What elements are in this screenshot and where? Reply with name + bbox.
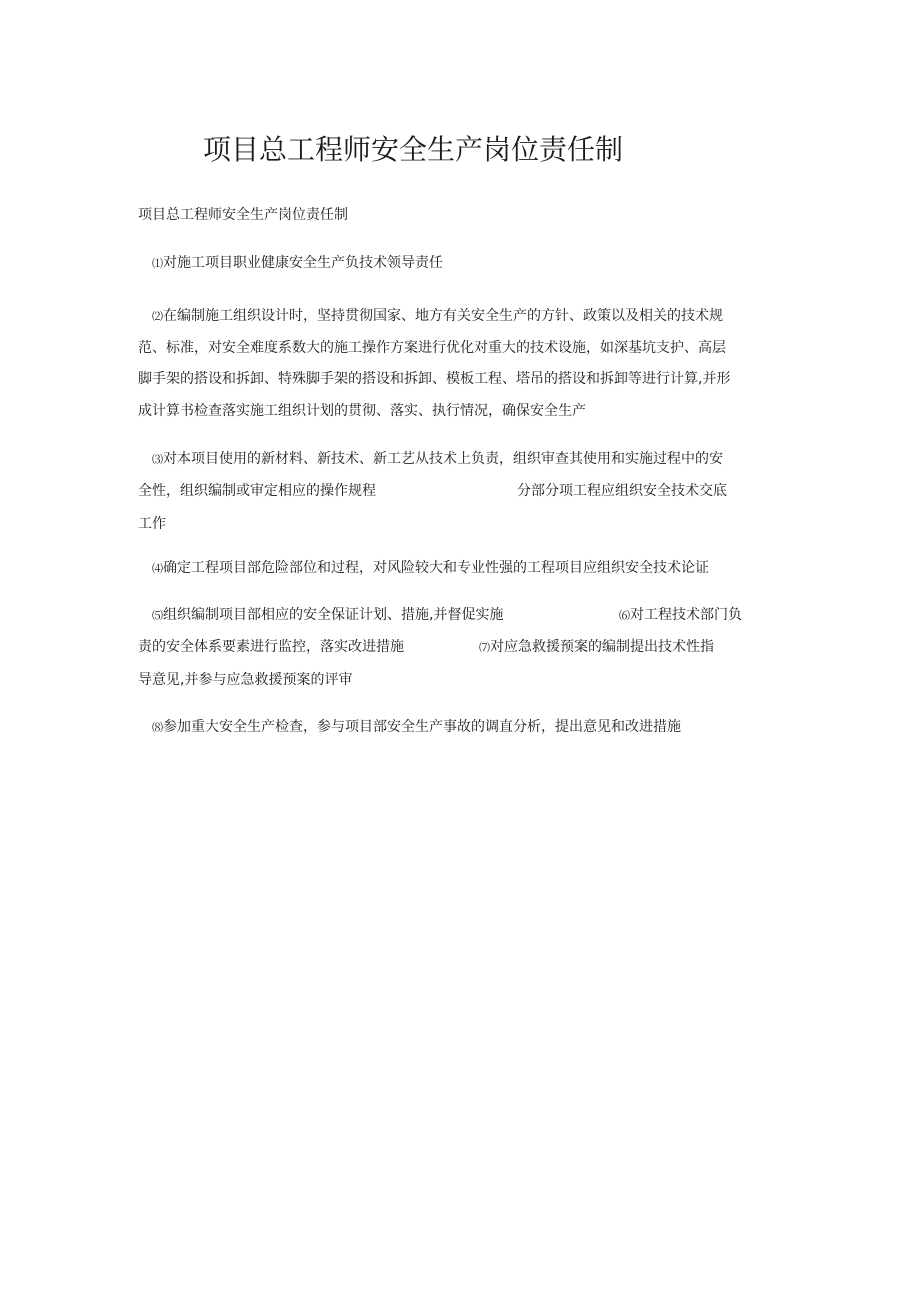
item-1-number: ⑴ xyxy=(152,257,163,270)
item-6-text-a: 对工程技术部门负 xyxy=(630,607,742,623)
item-2-text-1: 在编制施工组织设计时，坚持贯彻国家、地方有关安全生产的方针、政策以及相关的技术规 xyxy=(163,308,723,324)
item-2-line-4: 成计算书检查落实施工组织计划的贯彻、落实、执行情况，确保安全生产 xyxy=(138,403,586,419)
item-6-number: ⑹ xyxy=(619,609,630,622)
item-2-line-2: 范、标准，对安全难度系数大的施工操作方案进行优化对重大的技术设施，如深基坑支护、高层 xyxy=(138,340,726,356)
item-3-line-2a: 全性，组织编制或审定相应的操作规程 xyxy=(138,483,376,499)
document-subtitle: 项目总工程师安全生产岗位责任制 xyxy=(138,207,348,223)
item-5-text: 组织编制项目部相应的安全保证计划、措施,并督促实施 xyxy=(163,607,504,623)
item-4-number: ⑷ xyxy=(152,562,163,575)
item-6-line-2: 责的安全体系要素进行监控，落实改进措施 xyxy=(138,639,404,655)
item-7-line-2: 导意见,并参与应急救援预案的评审 xyxy=(138,672,353,688)
item-3-line-3: 工作 xyxy=(138,516,166,532)
item-8 xyxy=(152,716,681,739)
item-3-line-1 xyxy=(152,448,723,471)
item-3-number: ⑶ xyxy=(152,453,163,466)
item-3-line-2b: 分部分项工程应组织安全技术交底 xyxy=(517,483,727,499)
item-7-text-a: 对应急救援预案的编制提出技术性指 xyxy=(490,639,714,655)
item-8-text: 参加重大安全生产检查，参与项目部安全生产事故的调直分析，提出意见和改进措施 xyxy=(163,719,681,735)
item-2-line-1 xyxy=(152,305,723,328)
item-4-text: 确定工程项目部危险部位和过程，对风险较大和专业性强的工程项目应组织安全技术论证 xyxy=(163,560,709,576)
item-2-number: ⑵ xyxy=(152,310,163,323)
item-1 xyxy=(152,252,443,275)
item-8-number: ⑻ xyxy=(152,721,163,734)
item-6-line-1 xyxy=(619,604,742,627)
item-7-line-1 xyxy=(479,636,714,659)
item-5-number: ⑸ xyxy=(152,609,163,622)
item-2-line-3: 脚手架的搭设和拆卸、特殊脚手架的搭设和拆卸、模板工程、塔吊的搭设和拆卸等进行计算,并形 xyxy=(138,371,731,387)
item-7-number: ⑺ xyxy=(479,641,490,654)
item-1-text: 对施工项目职业健康安全生产负技术领导责任 xyxy=(163,255,443,271)
item-4 xyxy=(152,557,709,580)
item-3-text-1: 对本项目使用的新材料、新技术、新工艺从技术上负责，组织审查其使用和实施过程中的安 xyxy=(163,451,723,467)
document-title: 项目总工程师安全生产岗位责任制 xyxy=(203,133,624,166)
item-5 xyxy=(152,604,503,627)
